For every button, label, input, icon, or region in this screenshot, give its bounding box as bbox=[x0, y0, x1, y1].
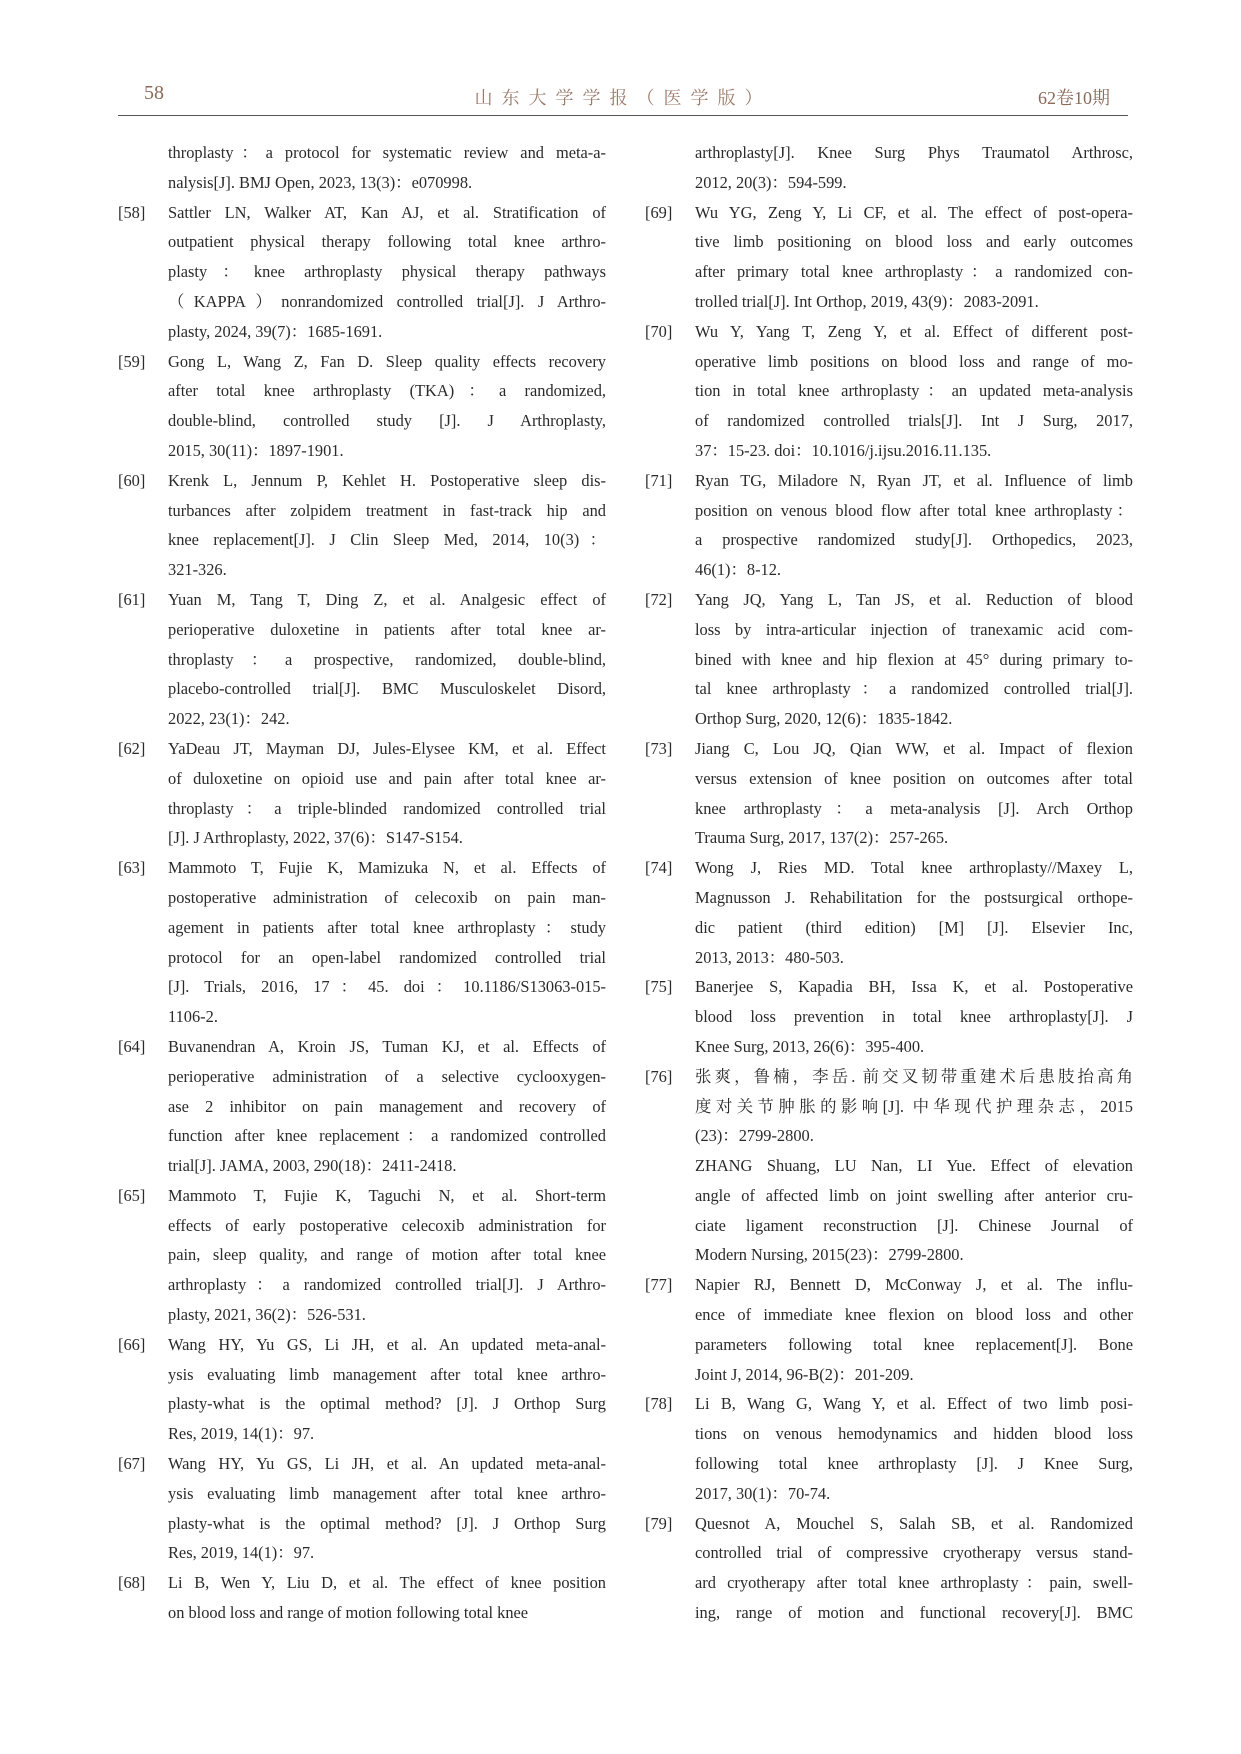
reference-number: [76] bbox=[645, 1066, 673, 1086]
reference-line: tion in total knee arthroplasty：an updated meta-analysis bbox=[695, 381, 1133, 401]
reference-line: trolled trial[J]. Int Orthop, 2019, 43(9)：2083-2091. bbox=[695, 291, 1039, 311]
reference-entry bbox=[118, 853, 606, 1032]
reference-line: throplasty：a protocol for systematic review and meta-a- bbox=[168, 143, 606, 162]
reference-line: trial[J]. JAMA, 2003, 290(18)：2411-2418. bbox=[168, 1156, 457, 1176]
reference-entry bbox=[118, 466, 606, 585]
reference-line: position on venous blood flow after total knee arthroplasty： bbox=[695, 500, 1133, 520]
reference-line: versus extension of knee position on outcomes after total bbox=[695, 768, 1133, 788]
reference-line: ysis evaluating limb management after total knee arthro- bbox=[168, 1364, 606, 1384]
reference-line: angle of affected limb on joint swelling after anterior cru- bbox=[695, 1185, 1133, 1205]
reference-line: a prospective randomized study[J]. Orthopedics, 2023, bbox=[695, 530, 1133, 550]
reference-line: Yang JQ, Yang L, Tan JS, et al. Reduction of blood bbox=[695, 589, 1133, 609]
reference-line: after total knee arthroplasty (TKA)：a randomized, bbox=[168, 381, 606, 401]
reference-number: [70] bbox=[645, 321, 673, 341]
reference-entry bbox=[118, 138, 606, 198]
reference-line: pain, sleep quality, and range of motion after total knee bbox=[168, 1245, 606, 1265]
reference-line: 2015, 30(11)：1897-1901. bbox=[168, 440, 344, 460]
reference-line: postoperative administration of celecoxib on pain man- bbox=[168, 887, 606, 907]
reference-line: Wu Y, Yang T, Zeng Y, et al. Effect of different post- bbox=[695, 321, 1133, 341]
reference-line: Orthop Surg, 2020, 12(6)：1835-1842. bbox=[695, 709, 953, 729]
reference-line: Knee Surg, 2013, 26(6)：395-400. bbox=[695, 1036, 925, 1056]
reference-entry bbox=[118, 198, 606, 347]
reference-line: tions on venous hemodynamics and hidden blood loss bbox=[695, 1424, 1133, 1444]
reference-line: 2017, 30(1)：70-74. bbox=[695, 1483, 831, 1503]
reference-line: [J]. J Arthroplasty, 2022, 37(6)：S147-S154. bbox=[168, 828, 463, 848]
reference-line: 张爽，鲁楠，李岳. 前交叉韧带重建术后患肢抬高角 bbox=[695, 1066, 1133, 1086]
reference-line: Napier RJ, Bennett D, McConway J, et al. The influ- bbox=[695, 1275, 1133, 1295]
reference-column-left bbox=[118, 138, 606, 1628]
reference-number: [66] bbox=[118, 1334, 146, 1354]
reference-line: Gong L, Wang Z, Fan D. Sleep quality effects recovery bbox=[168, 351, 606, 371]
reference-entry bbox=[118, 585, 606, 734]
reference-line: protocol for an open-label randomized controlled trial bbox=[168, 947, 606, 967]
reference-line: （KAPPA）nonrandomized controlled trial[J]. J Arthro- bbox=[168, 291, 606, 311]
reference-line: ing, range of motion and functional recovery[J]. BMC bbox=[695, 1603, 1133, 1623]
reference-line: of randomized controlled trials[J]. Int J Surg, 2017, bbox=[695, 411, 1133, 431]
reference-line: Res, 2019, 14(1)：97. bbox=[168, 1424, 315, 1444]
reference-line: plasty-what is the optimal method? [J]. J Orthop Surg bbox=[168, 1513, 606, 1533]
reference-line: Yuan M, Tang T, Ding Z, et al. Analgesic effect of bbox=[168, 589, 606, 609]
reference-line: Wang HY, Yu GS, Li JH, et al. An updated meta-anal- bbox=[168, 1334, 606, 1354]
reference-line: plasty-what is the optimal method? [J]. J Orthop Surg bbox=[168, 1394, 606, 1414]
reference-line: 37：15-23. doi：10.1016/j.ijsu.2016.11.135. bbox=[695, 440, 992, 460]
reference-number: [72] bbox=[645, 589, 673, 609]
reference-number: [74] bbox=[645, 858, 673, 878]
reference-number: [71] bbox=[645, 470, 673, 490]
header-rule bbox=[118, 115, 1128, 116]
reference-number: [58] bbox=[118, 202, 146, 222]
reference-line: plasty, 2021, 36(2)：526-531. bbox=[168, 1305, 366, 1325]
reference-number: [73] bbox=[645, 738, 673, 758]
reference-line: Mammoto T, Fujie K, Mamizuka N, et al. Effects of bbox=[168, 858, 606, 878]
reference-line: 46(1)：8-12. bbox=[695, 560, 782, 580]
reference-line: arthroplasty：a randomized controlled trial[J]. J Arthro- bbox=[168, 1275, 606, 1295]
reference-line: ard cryotherapy after total knee arthroplasty：pain, swell- bbox=[695, 1573, 1133, 1593]
reference-column-right bbox=[645, 138, 1133, 1628]
reference-number: [59] bbox=[118, 351, 146, 371]
reference-number: [63] bbox=[118, 858, 146, 878]
reference-entry bbox=[645, 1270, 1133, 1389]
reference-line: ZHANG Shuang, LU Nan, LI Yue. Effect of elevation bbox=[695, 1156, 1133, 1176]
reference-entry bbox=[118, 1181, 606, 1330]
reference-entry bbox=[118, 1032, 606, 1181]
reference-line: bined with knee and hip flexion at 45° during primary to- bbox=[695, 649, 1133, 669]
reference-line: [J]. Trials, 2016, 17：45. doi：10.1186/S13063-015- bbox=[168, 977, 606, 997]
reference-entry bbox=[118, 1568, 606, 1628]
reference-line: operative limb positions on blood loss and range of mo- bbox=[695, 351, 1133, 371]
reference-line: plasty：knee arthroplasty physical therapy pathways bbox=[168, 262, 606, 282]
reference-line: Banerjee S, Kapadia BH, Issa K, et al. Postoperative bbox=[695, 977, 1133, 997]
reference-line: Li B, Wang G, Wang Y, et al. Effect of two limb posi- bbox=[695, 1394, 1133, 1414]
reference-line: ysis evaluating limb management after total knee arthro- bbox=[168, 1483, 606, 1503]
reference-entry bbox=[118, 734, 606, 853]
reference-line: (23)：2799-2800. bbox=[695, 1126, 814, 1146]
reference-line: of duloxetine on opioid use and pain after total knee ar- bbox=[168, 768, 606, 788]
reference-line: Wu YG, Zeng Y, Li CF, et al. The effect of post-opera- bbox=[695, 202, 1133, 222]
reference-line: ciate ligament reconstruction [J]. Chinese Journal of bbox=[695, 1215, 1133, 1235]
reference-number: [61] bbox=[118, 589, 146, 609]
reference-line: loss by intra-articular injection of tranexamic acid com- bbox=[695, 619, 1133, 639]
reference-number: [79] bbox=[645, 1513, 673, 1533]
volume-issue: 62卷10期 bbox=[1038, 88, 1110, 108]
reference-line: effects of early postoperative celecoxib administration for bbox=[168, 1215, 606, 1235]
reference-line: Krenk L, Jennum P, Kehlet H. Postoperative sleep dis- bbox=[168, 470, 606, 490]
reference-line: dic patient (third edition) [M] [J]. Elsevier Inc, bbox=[695, 917, 1133, 937]
reference-entry bbox=[645, 466, 1133, 585]
reference-entry bbox=[645, 317, 1133, 466]
reference-number: [67] bbox=[118, 1454, 146, 1474]
reference-number: [75] bbox=[645, 977, 673, 997]
reference-entry bbox=[118, 1449, 606, 1568]
reference-entry bbox=[645, 1062, 1133, 1271]
reference-line: Mammoto T, Fujie K, Taguchi N, et al. Short-term bbox=[168, 1185, 606, 1205]
reference-line: perioperative administration of a selective cyclooxygen- bbox=[168, 1066, 606, 1086]
reference-number: [64] bbox=[118, 1036, 146, 1056]
reference-entry bbox=[645, 1389, 1133, 1508]
reference-line: tal knee arthroplasty：a randomized controlled trial[J]. bbox=[695, 679, 1133, 699]
reference-line: perioperative duloxetine in patients after total knee ar- bbox=[168, 619, 606, 639]
reference-line: Wang HY, Yu GS, Li JH, et al. An updated meta-anal- bbox=[168, 1454, 606, 1474]
reference-entry bbox=[645, 853, 1133, 972]
reference-line: outpatient physical therapy following total knee arthro- bbox=[168, 232, 606, 252]
reference-line: agement in patients after total knee arthroplasty：study bbox=[168, 917, 606, 937]
reference-line: controlled trial of compressive cryotherapy versus stand- bbox=[695, 1543, 1133, 1563]
reference-number: [62] bbox=[118, 738, 146, 758]
running-header bbox=[118, 80, 1128, 116]
reference-line: 2013, 2013：480-503. bbox=[695, 947, 844, 967]
reference-line: throplasty：a triple-blinded randomized controlled trial bbox=[168, 798, 606, 818]
reference-line: parameters following total knee replacement[J]. Bone bbox=[695, 1334, 1133, 1354]
reference-line: ence of immediate knee flexion on blood loss and other bbox=[695, 1305, 1133, 1325]
reference-line: Ryan TG, Miladore N, Ryan JT, et al. Influence of limb bbox=[695, 470, 1133, 490]
page-number: 58 bbox=[144, 82, 164, 104]
reference-line: on blood loss and range of motion following total knee bbox=[168, 1603, 529, 1623]
reference-line: Wong J, Ries MD. Total knee arthroplasty//Maxey L, bbox=[695, 858, 1133, 878]
reference-line: turbances after zolpidem treatment in fast-track hip and bbox=[168, 500, 606, 520]
reference-entry bbox=[645, 1509, 1133, 1628]
reference-line: Modern Nursing, 2015(23)：2799-2800. bbox=[695, 1245, 964, 1265]
reference-line: nalysis[J]. BMJ Open, 2023, 13(3)：e070998. bbox=[168, 172, 473, 192]
reference-number: [69] bbox=[645, 202, 673, 222]
reference-line: placebo-controlled trial[J]. BMC Musculoskelet Disord, bbox=[168, 679, 606, 699]
reference-line: 2022, 23(1)：242. bbox=[168, 709, 290, 729]
reference-line: Buvanendran A, Kroin JS, Tuman KJ, et al. Effects of bbox=[168, 1036, 606, 1056]
reference-line: knee replacement[J]. J Clin Sleep Med, 2014, 10(3)： bbox=[168, 530, 606, 550]
reference-entry bbox=[645, 585, 1133, 734]
reference-number: [77] bbox=[645, 1275, 673, 1295]
reference-line: 1106-2. bbox=[168, 1007, 218, 1027]
reference-line: Quesnot A, Mouchel S, Salah SB, et al. Randomized bbox=[695, 1513, 1133, 1533]
reference-line: 2012, 20(3)：594-599. bbox=[695, 172, 847, 192]
reference-number: [78] bbox=[645, 1394, 673, 1414]
reference-line: 321-326. bbox=[168, 560, 227, 580]
reference-line: after primary total knee arthroplasty：a randomized con- bbox=[695, 262, 1133, 282]
reference-number: [60] bbox=[118, 470, 146, 490]
reference-entry bbox=[645, 138, 1133, 198]
reference-line: double-blind, controlled study [J]. J Arthroplasty, bbox=[168, 411, 606, 431]
journal-title: 山东大学学报（医学版） bbox=[474, 88, 772, 108]
reference-line: throplasty：a prospective, randomized, double-blind, bbox=[168, 649, 606, 669]
reference-entry bbox=[645, 198, 1133, 317]
reference-line: YaDeau JT, Mayman DJ, Jules-Elysee KM, et al. Effect bbox=[168, 738, 606, 758]
reference-line: Sattler LN, Walker AT, Kan AJ, et al. Stratification of bbox=[168, 202, 606, 222]
reference-line: Li B, Wen Y, Liu D, et al. The effect of knee position bbox=[168, 1573, 606, 1593]
reference-line: arthroplasty[J]. Knee Surg Phys Traumatol Arthrosc, bbox=[695, 143, 1133, 162]
reference-line: Jiang C, Lou JQ, Qian WW, et al. Impact of flexion bbox=[695, 738, 1133, 758]
reference-entry bbox=[645, 972, 1133, 1061]
reference-line: following total knee arthroplasty [J]. J Knee Surg, bbox=[695, 1454, 1133, 1474]
reference-entry bbox=[645, 734, 1133, 853]
reference-entry bbox=[118, 1330, 606, 1449]
reference-line: Trauma Surg, 2017, 137(2)：257-265. bbox=[695, 828, 949, 848]
reference-line: blood loss prevention in total knee arthroplasty[J]. J bbox=[695, 1007, 1133, 1027]
reference-line: 度对关节肿胀的影响[J]. 中华现代护理杂志，2015 bbox=[695, 1096, 1133, 1116]
reference-line: Joint J, 2014, 96-B(2)：201-209. bbox=[695, 1364, 914, 1384]
reference-line: knee arthroplasty：a meta-analysis [J]. Arch Orthop bbox=[695, 798, 1133, 818]
reference-line: ase 2 inhibitor on pain management and recovery of bbox=[168, 1096, 606, 1116]
reference-number: [68] bbox=[118, 1573, 146, 1593]
reference-line: plasty, 2024, 39(7)：1685-1691. bbox=[168, 321, 383, 341]
reference-number: [65] bbox=[118, 1185, 146, 1205]
reference-line: Res, 2019, 14(1)：97. bbox=[168, 1543, 315, 1563]
reference-line: tive limb positioning on blood loss and early outcomes bbox=[695, 232, 1133, 252]
reference-line: function after knee replacement：a randomized controlled bbox=[168, 1126, 606, 1146]
reference-entry bbox=[118, 347, 606, 466]
reference-line: Magnusson J. Rehabilitation for the postsurgical orthope- bbox=[695, 887, 1133, 907]
